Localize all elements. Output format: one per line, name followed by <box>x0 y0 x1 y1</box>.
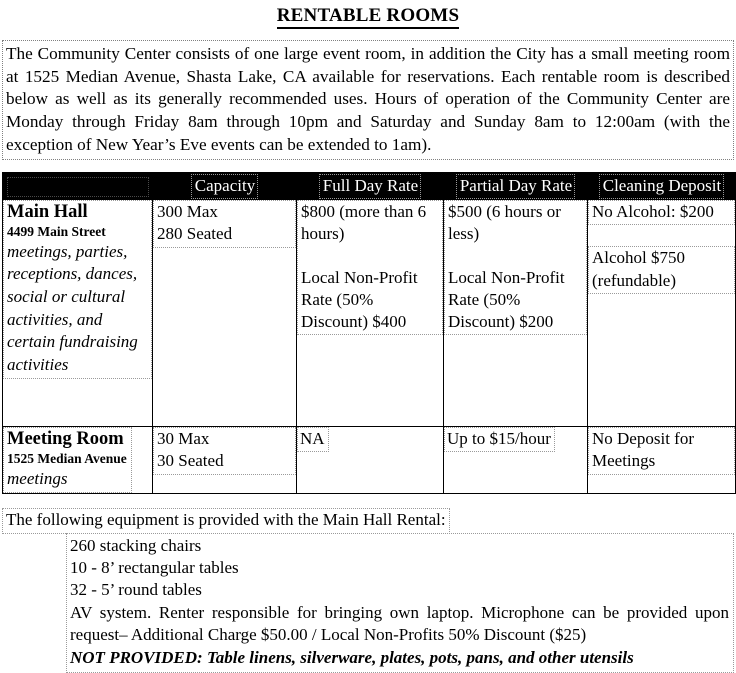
column-header-capacity-label: Capacity <box>191 174 258 198</box>
room-name: Main Hall <box>7 202 88 223</box>
cell-cleaning-deposit-meeting-room <box>588 427 736 494</box>
column-header-capacity <box>153 173 297 200</box>
page-title <box>0 0 736 29</box>
intro-paragraph-text: The Community Center consists of one large event room, in addition the City has a small meeting room at 1525 Median Avenue, Shasta Lake, CA available for reservations. Each rentable room is described below as well as its generally recommended uses. Hours of operation of the Community Center are Monday through Friday 8am through 10pm and Saturday and Sunday 8am to 12:00am (with the exception of New Year’s Eve events can be extended to 1am). <box>6 43 730 154</box>
deposit-alcohol-field: Alcohol $750 (refundable) <box>588 246 735 293</box>
deposit-no-alcohol-field: No Alcohol: $200 <box>588 200 735 225</box>
capacity-seated: 280 Seated <box>157 224 233 244</box>
equipment-heading-row <box>2 508 734 533</box>
room-info-field <box>3 427 132 493</box>
column-header-partial-day-rate-label: Partial Day Rate <box>456 174 575 198</box>
deposit-spacer <box>588 225 735 246</box>
equipment-not-provided: NOT PROVIDED: Table linens, silverware, plates, pots, pans, and other utensils <box>70 647 634 667</box>
full-day-rate-value: NA <box>297 427 329 452</box>
column-header-room <box>3 173 153 200</box>
room-uses: meetings, parties, receptions, dances, social or cultural activities, and certain fundraising activities <box>7 241 138 374</box>
capacity-field <box>153 427 296 474</box>
equipment-list <box>66 533 734 673</box>
partial-day-rate-value: $500 (6 hours or less) <box>448 202 561 244</box>
room-address: 1525 Median Avenue <box>7 450 127 466</box>
page-title-text: RENTABLE ROOMS <box>277 5 459 29</box>
column-header-full-day-rate-label: Full Day Rate <box>319 174 421 198</box>
capacity-field <box>153 200 296 247</box>
rentable-rooms-table <box>2 172 736 494</box>
full-day-rate-value: $800 (more than 6 hours) <box>301 202 427 244</box>
column-header-room-blank <box>7 177 149 197</box>
cell-cleaning-deposit-main-hall <box>588 200 736 427</box>
room-uses: meetings <box>7 468 68 488</box>
list-item: 260 stacking chairs <box>70 535 202 555</box>
full-day-rate-field <box>297 200 443 334</box>
full-day-nonprofit-rate: Local Non-Profit Rate (50% Discount) $400 <box>301 267 418 331</box>
capacity-max: 300 Max <box>157 202 218 222</box>
column-header-cleaning-deposit-label: Cleaning Deposit <box>599 174 725 198</box>
intro-paragraph-field <box>2 40 734 161</box>
deposit-no-alcohol-field: No Deposit for Meetings <box>588 427 735 474</box>
cell-room-main-hall <box>3 200 153 427</box>
table-row <box>3 200 736 427</box>
capacity-max: 30 Max <box>157 429 210 449</box>
partial-day-nonprofit-rate: Local Non-Profit Rate (50% Discount) $200 <box>448 267 565 331</box>
cell-partial-day-rate-meeting-room <box>444 427 588 494</box>
cell-full-day-rate-meeting-room <box>297 427 444 494</box>
partial-day-rate-field <box>444 200 587 334</box>
rate-spacer <box>448 246 583 267</box>
equipment-heading: The following equipment is provided with the Main Hall Rental: <box>2 508 450 533</box>
list-item: 32 - 5’ round tables <box>70 580 202 600</box>
cell-capacity-meeting-room <box>153 427 297 494</box>
partial-day-rate-value: Up to $15/hour <box>444 427 555 452</box>
cell-partial-day-rate-main-hall <box>444 200 588 427</box>
list-item: 10 - 8’ rectangular tables <box>70 557 239 577</box>
rate-spacer <box>301 246 439 267</box>
room-address: 4499 Main Street <box>7 223 106 239</box>
table-row <box>3 427 736 494</box>
column-header-full-day-rate <box>297 173 444 200</box>
column-header-partial-day-rate <box>444 173 588 200</box>
table-header-row <box>3 173 736 200</box>
cell-capacity-main-hall <box>153 200 297 427</box>
equipment-section <box>2 508 734 673</box>
equipment-av-note: AV system. Renter responsible for bringing own laptop. Microphone can be provided upon request– Additional Charge $50.00 / Local Non-Profits 50% Discount ($25) <box>70 602 729 645</box>
capacity-seated: 30 Seated <box>157 451 224 471</box>
room-info-field <box>3 200 152 379</box>
column-header-cleaning-deposit <box>588 173 736 200</box>
room-name: Meeting Room <box>7 429 124 450</box>
cell-full-day-rate-main-hall <box>297 200 444 427</box>
cell-room-meeting-room <box>3 427 153 494</box>
